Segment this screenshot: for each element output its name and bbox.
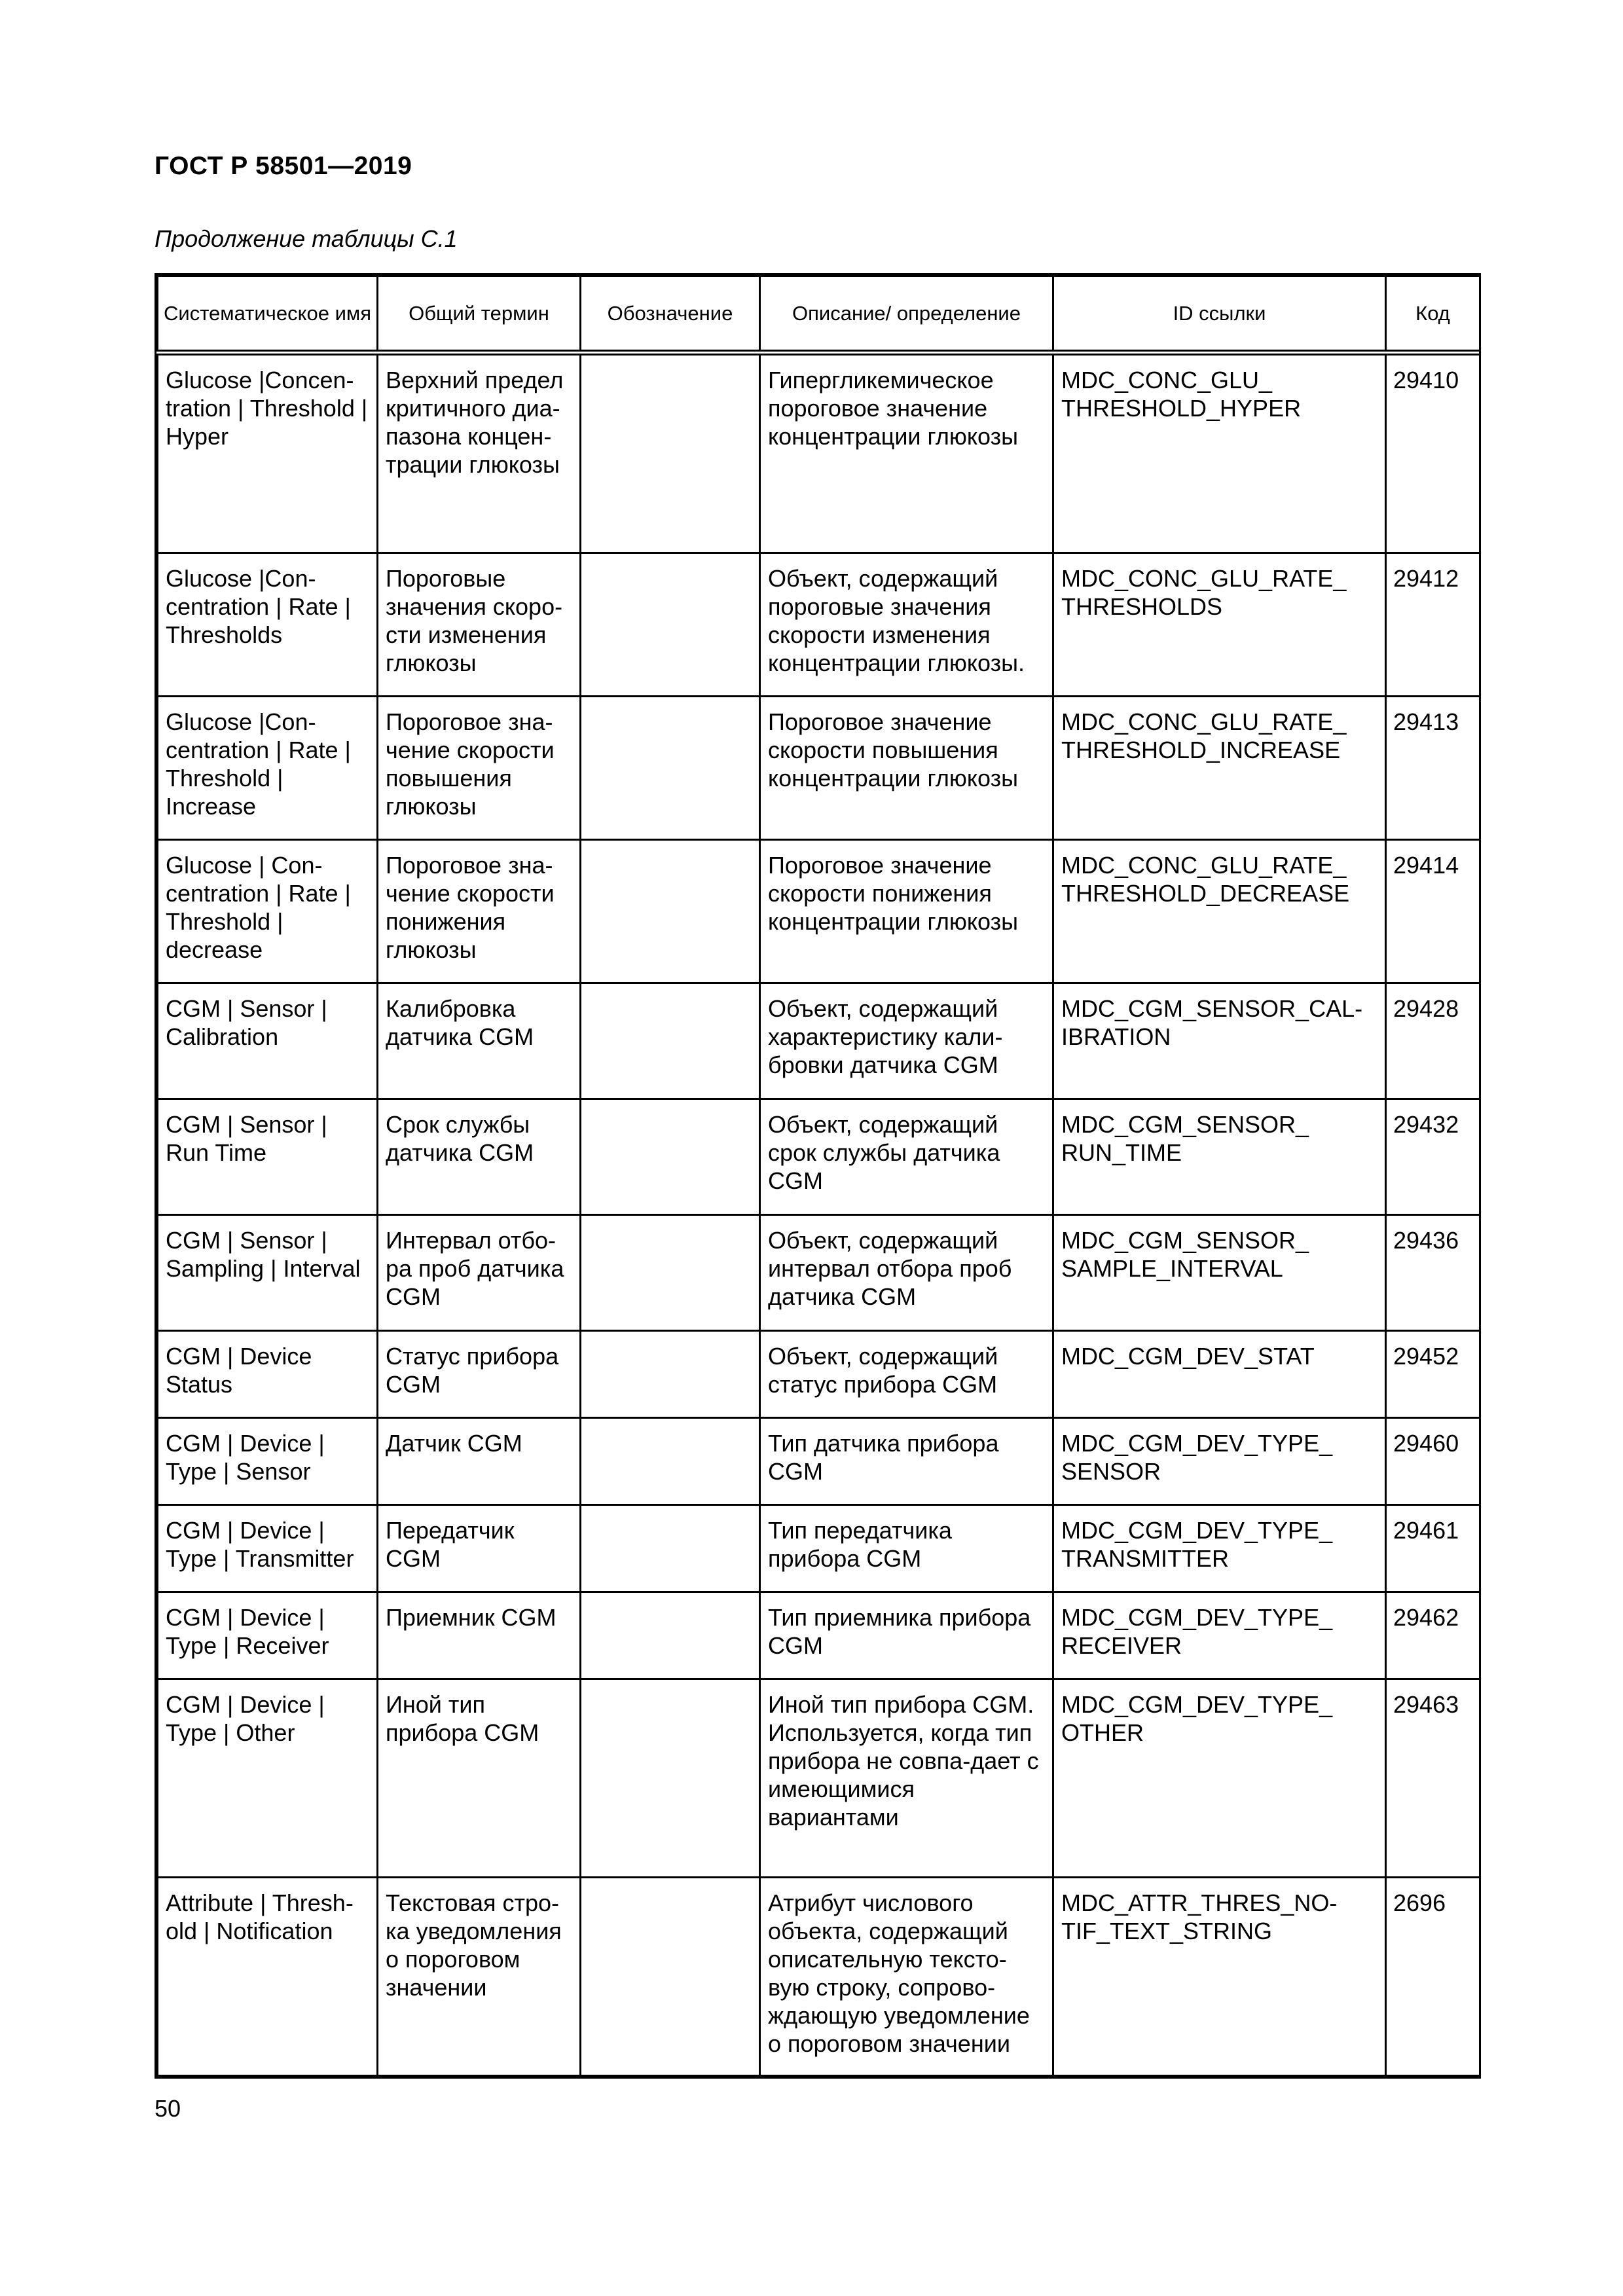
cell-designation — [581, 553, 760, 697]
cell-description: Пороговое значение скорости понижения концентрации глюкозы — [760, 840, 1053, 983]
cell-systematic-name: Glucose |Concen-tration | Threshold | Hyper — [158, 353, 378, 553]
cell-common-term: Передатчик CGM — [378, 1505, 581, 1592]
cell-common-term: Пороговые значения скоро-сти изменения глюкозы — [378, 553, 581, 697]
table-row — [158, 983, 1480, 1099]
table-row — [158, 553, 1480, 697]
table-row — [158, 1505, 1480, 1592]
column-header-code: Код — [1386, 276, 1480, 353]
cell-designation — [581, 1679, 760, 1878]
cell-ref-id: MDC_CGM_SENSOR_ RUN_TIME — [1053, 1099, 1386, 1215]
cell-code: 29463 — [1386, 1679, 1480, 1878]
cell-code: 29452 — [1386, 1331, 1480, 1418]
cell-designation — [581, 1878, 760, 2076]
cell-ref-id: MDC_CONC_GLU_RATE_ THRESHOLD_INCREASE — [1053, 697, 1386, 840]
terms-table-container — [155, 273, 1481, 2079]
cell-description: Атрибут числового объекта, содержащий описательную тексто-вую строку, сопрово-ждающую уведомление о пороговом значении — [760, 1878, 1053, 2076]
cell-common-term: Срок службы датчика CGM — [378, 1099, 581, 1215]
cell-ref-id: MDC_CGM_DEV_TYPE_ RECEIVER — [1053, 1592, 1386, 1679]
cell-ref-id: MDC_ATTR_THRES_NO-TIF_TEXT_STRING — [1053, 1878, 1386, 2076]
cell-common-term: Пороговое зна-чение скорости понижения глюкозы — [378, 840, 581, 983]
cell-ref-id: MDC_CONC_GLU_RATE_ THRESHOLD_DECREASE — [1053, 840, 1386, 983]
cell-designation — [581, 1099, 760, 1215]
cell-common-term: Верхний предел критичного диа-пазона концен-трации глюкозы — [378, 353, 581, 553]
cell-designation — [581, 697, 760, 840]
cell-designation — [581, 983, 760, 1099]
cell-code: 29436 — [1386, 1215, 1480, 1331]
cell-designation — [581, 1505, 760, 1592]
cell-common-term: Текстовая стро-ка уведомления о пороговом значении — [378, 1878, 581, 2076]
cell-description: Объект, содержащий интервал отбора проб датчика CGM — [760, 1215, 1053, 1331]
cell-code: 29461 — [1386, 1505, 1480, 1592]
column-header-systematic-name: Систематическое имя — [158, 276, 378, 353]
cell-designation — [581, 1215, 760, 1331]
cell-description: Тип передатчика прибора CGM — [760, 1505, 1053, 1592]
table-row — [158, 1878, 1480, 2076]
cell-common-term: Интервал отбо-ра проб датчика CGM — [378, 1215, 581, 1331]
cell-designation — [581, 1592, 760, 1679]
table-row — [158, 1679, 1480, 1878]
column-header-common-term: Общий термин — [378, 276, 581, 353]
cell-systematic-name: CGM | Device | Type | Other — [158, 1679, 378, 1878]
cell-ref-id: MDC_CGM_SENSOR_ SAMPLE_INTERVAL — [1053, 1215, 1386, 1331]
cell-code: 29462 — [1386, 1592, 1480, 1679]
table-row — [158, 1592, 1480, 1679]
cell-ref-id: MDC_CGM_DEV_STAT — [1053, 1331, 1386, 1418]
table-row — [158, 697, 1480, 840]
cell-description: Пороговое значение скорости повышения концентрации глюкозы — [760, 697, 1053, 840]
cell-code: 29413 — [1386, 697, 1480, 840]
document-standard-title: ГОСТ Р 58501—2019 — [155, 152, 412, 180]
cell-systematic-name: Glucose |Con-centration | Rate | Thresholds — [158, 553, 378, 697]
cell-code: 29428 — [1386, 983, 1480, 1099]
page-number: 50 — [155, 2095, 181, 2122]
cell-common-term: Иной тип прибора CGM — [378, 1679, 581, 1878]
cell-systematic-name: CGM | Device | Type | Receiver — [158, 1592, 378, 1679]
cell-description: Объект, содержащий статус прибора CGM — [760, 1331, 1053, 1418]
cell-common-term: Статус прибора CGM — [378, 1331, 581, 1418]
cell-description: Объект, содержащий пороговые значения скорости изменения концентрации глюкозы. — [760, 553, 1053, 697]
cell-common-term: Калибровка датчика CGM — [378, 983, 581, 1099]
cell-description: Тип датчика прибора CGM — [760, 1418, 1053, 1505]
table-row — [158, 840, 1480, 983]
cell-systematic-name: CGM | Sensor | Sampling | Interval — [158, 1215, 378, 1331]
column-header-ref-id: ID ссылки — [1053, 276, 1386, 353]
cell-code: 29460 — [1386, 1418, 1480, 1505]
cell-ref-id: MDC_CONC_GLU_ THRESHOLD_HYPER — [1053, 353, 1386, 553]
table-row — [158, 1418, 1480, 1505]
terms-table — [156, 275, 1481, 2077]
cell-description: Тип приемника прибора CGM — [760, 1592, 1053, 1679]
cell-description: Иной тип прибора CGM. Используется, когда тип прибора не совпа-дает с имеющимися вариантами — [760, 1679, 1053, 1878]
cell-systematic-name: Attribute | Thresh-old | Notification — [158, 1878, 378, 2076]
column-header-description: Описание/ определение — [760, 276, 1053, 353]
table-caption: Продолжение таблицы С.1 — [155, 225, 458, 252]
table-row — [158, 1099, 1480, 1215]
column-header-designation: Обозначение — [581, 276, 760, 353]
cell-systematic-name: CGM | Device | Type | Sensor — [158, 1418, 378, 1505]
table-row — [158, 353, 1480, 553]
cell-systematic-name: CGM | Sensor | Calibration — [158, 983, 378, 1099]
cell-designation — [581, 353, 760, 553]
cell-systematic-name: CGM | Device | Type | Transmitter — [158, 1505, 378, 1592]
cell-code: 29414 — [1386, 840, 1480, 983]
cell-ref-id: MDC_CONC_GLU_RATE_ THRESHOLDS — [1053, 553, 1386, 697]
table-header-row — [158, 276, 1480, 353]
cell-common-term: Датчик CGM — [378, 1418, 581, 1505]
cell-description: Объект, содержащий характеристику кали-бровки датчика CGM — [760, 983, 1053, 1099]
cell-designation — [581, 840, 760, 983]
cell-code: 29410 — [1386, 353, 1480, 553]
cell-designation — [581, 1331, 760, 1418]
cell-systematic-name: Glucose |Con-centration | Rate | Threshold | Increase — [158, 697, 378, 840]
cell-description: Гипергликемическое пороговое значение концентрации глюкозы — [760, 353, 1053, 553]
table-row — [158, 1331, 1480, 1418]
cell-code: 29432 — [1386, 1099, 1480, 1215]
cell-systematic-name: Glucose | Con-centration | Rate | Threshold | decrease — [158, 840, 378, 983]
cell-common-term: Приемник CGM — [378, 1592, 581, 1679]
table-row — [158, 1215, 1480, 1331]
cell-ref-id: MDC_CGM_SENSOR_CAL-IBRATION — [1053, 983, 1386, 1099]
cell-ref-id: MDC_CGM_DEV_TYPE_ SENSOR — [1053, 1418, 1386, 1505]
cell-common-term: Пороговое зна-чение скорости повышения глюкозы — [378, 697, 581, 840]
cell-systematic-name: CGM | Device Status — [158, 1331, 378, 1418]
cell-code: 2696 — [1386, 1878, 1480, 2076]
cell-description: Объект, содержащий срок службы датчика CGM — [760, 1099, 1053, 1215]
cell-designation — [581, 1418, 760, 1505]
cell-ref-id: MDC_CGM_DEV_TYPE_ TRANSMITTER — [1053, 1505, 1386, 1592]
cell-code: 29412 — [1386, 553, 1480, 697]
cell-systematic-name: CGM | Sensor | Run Time — [158, 1099, 378, 1215]
cell-ref-id: MDC_CGM_DEV_TYPE_ OTHER — [1053, 1679, 1386, 1878]
